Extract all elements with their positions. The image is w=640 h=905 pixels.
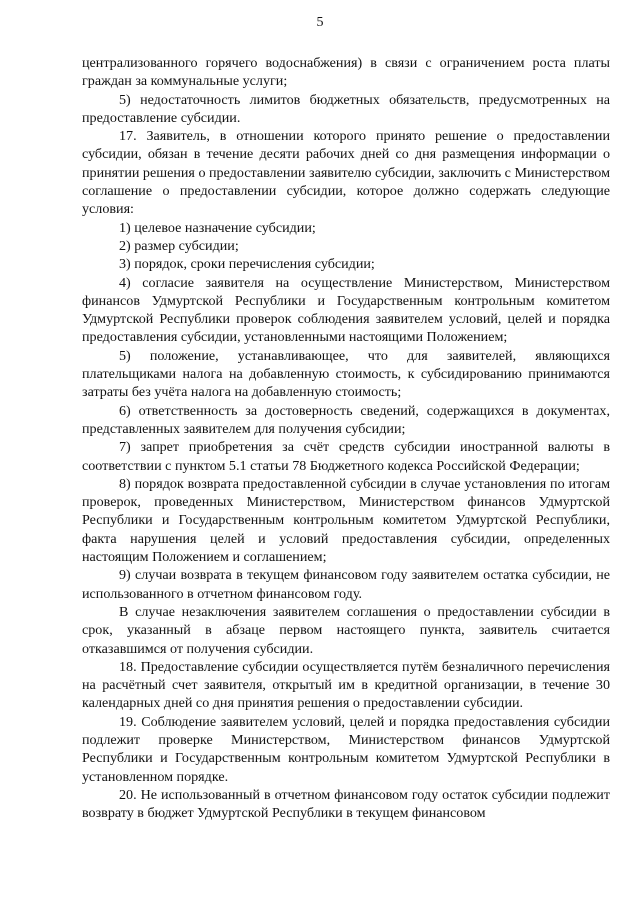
- paragraph-20-unused-balance: 20. Не использованный в отчетном финансовом году остаток субсидии подлежит возврату в бюджет Удмуртской Республики в текущем финансовом: [82, 786, 610, 822]
- paragraph-continuation: централизованного горячего водоснабжения) в связи с ограничением роста платы граждан за коммунальные услуги;: [82, 55, 610, 90]
- paragraph-19-compliance: 19. Соблюдение заявителем условий, целей и порядка предоставления субсидии подлежит проверке Министерством, Министерством финансов Удмуртской Республики и Государственным контрольным комитетом Удмуртской Республики в установленном порядке.: [82, 713, 610, 785]
- condition-3-terms: 3) порядок, сроки перечисления субсидии;: [119, 256, 375, 273]
- condition-7-currency-ban: 7) запрет приобретения за счёт средств субсидии иностранной валюты в соответствии с пунктом 5.1 статьи 78 Бюджетного кодекса Российской Федерации;: [82, 439, 610, 474]
- condition-6-responsibility: 6) ответственность за достоверность сведений, содержащихся в документах, представленных заявителем для получения субсидии;: [82, 402, 610, 437]
- condition-5-vat: 5) положение, устанавливающее, что для заявителей, являющихся плательщиками налога на добавленную стоимость, к субсидированию принимаются затраты без учёта налога на добавленную стоимость;: [82, 347, 610, 401]
- page-number: 5: [316, 15, 324, 30]
- paragraph-17-agreement: 17. Заявитель, в отношении которого принято решение о предоставлении субсидии, обязан в течение десяти рабочих дней со дня размещения информации о принятии решения о предоставлении заявителю субсидии, заключить с Министерством соглашение о предоставлении субсидии, которое должно содержать следующие условия:: [82, 128, 610, 218]
- condition-2-amount: 2) размер субсидии;: [119, 237, 239, 254]
- paragraph-non-conclusion: В случае незаключения заявителем соглашения о предоставлении субсидии в срок, указанный в абзаце первом настоящего пункта, заявитель считается отказавшимся от получения субсидии.: [82, 603, 610, 657]
- condition-8-refund-procedure: 8) порядок возврата предоставленной субсидии в случае установления по итогам проверок, проведенных Министерством, Министерством финансов Удмуртской Республики и Государственным контрольным комитетом Удмуртской Республики, факта нарушения целей и условий предоставления субсидии, определенных настоящим Положением и соглашением;: [82, 475, 610, 566]
- condition-4-audit-consent: 4) согласие заявителя на осуществление Министерством, Министерством финансов Удмуртской Республики и Государственным контрольным комитетом Удмуртской Республики проверок соблюдения заявителем условий, целей и порядка предоставления субсидии, установленными настоящими Положением;: [82, 274, 610, 346]
- paragraph-item-5-insufficient-limits: 5) недостаточность лимитов бюджетных обязательств, предусмотренных на предоставление субсидии.: [82, 91, 610, 126]
- condition-1-purpose: 1) целевое назначение субсидии;: [119, 219, 316, 236]
- document-body: [82, 54, 610, 822]
- paragraph-18-transfer: 18. Предоставление субсидии осуществляется путём безналичного перечисления на расчётный счет заявителя, открытый им в кредитной организации, в течение 30 календарных дней со дня принятия решения о предоставлении субсидии.: [82, 658, 610, 712]
- condition-9-remaining-balance: 9) случаи возврата в текущем финансовом году заявителем остатка субсидии, не использованного в отчетном финансовом году.: [82, 567, 610, 602]
